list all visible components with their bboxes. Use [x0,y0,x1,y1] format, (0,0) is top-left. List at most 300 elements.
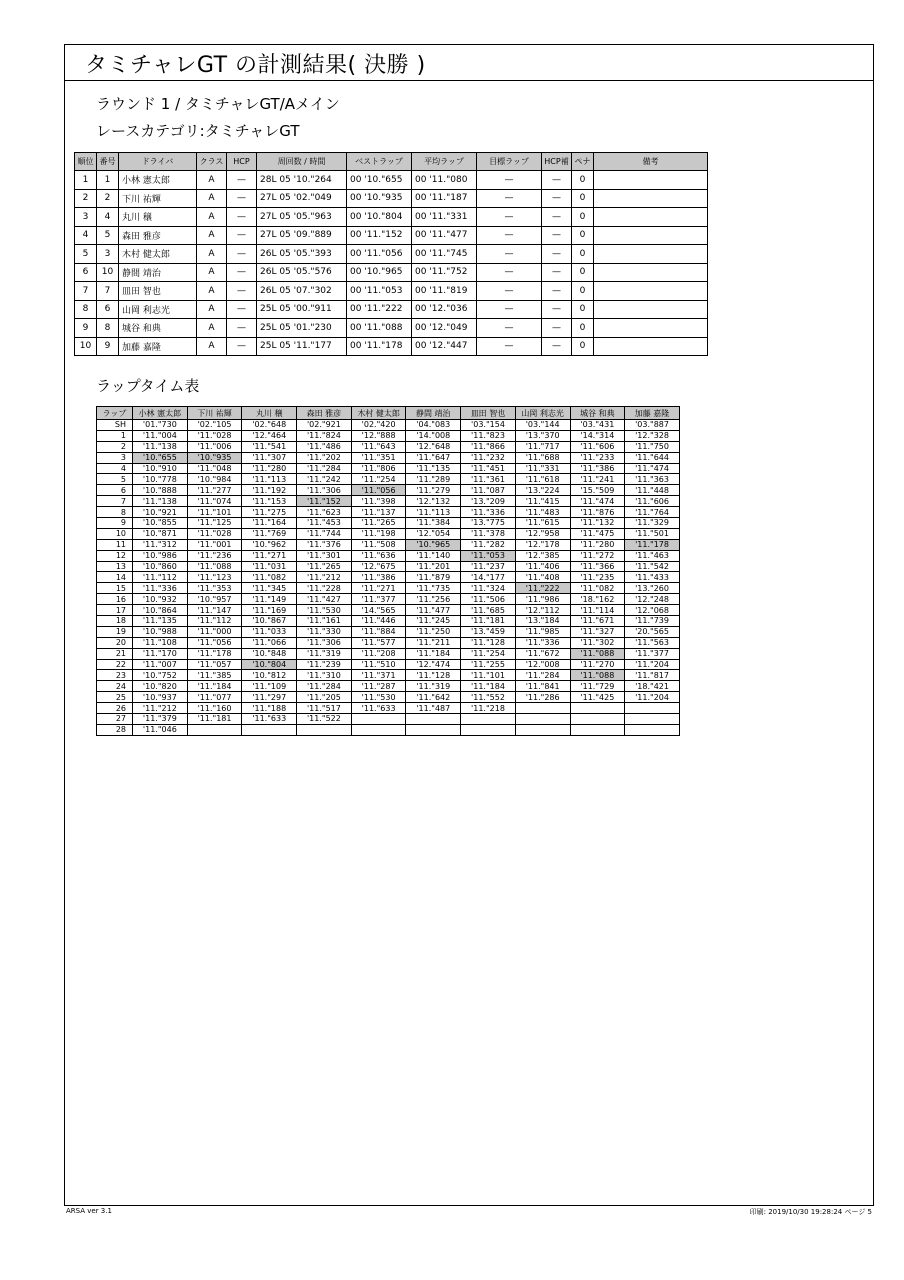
lap-time-cell: '11."345 [242,583,297,594]
lap-time-cell: '10."935 [187,452,242,463]
lap-time-cell: '10."921 [133,507,188,518]
results-cell: 00 '12."447 [412,337,477,356]
lap-time-cell: '11."082 [570,583,625,594]
lap-time-cell: '11."302 [570,637,625,648]
lap-time-cell: '10."957 [187,594,242,605]
lap-time-cell: '14."008 [406,430,461,441]
results-cell: 25L 05 '00."911 [257,300,347,319]
lap-time-cell: '11."235 [570,572,625,583]
lap-number: 20 [97,637,133,648]
results-cell: 00 '11."187 [412,189,477,208]
lap-row [97,616,680,627]
lap-time-cell: '11."271 [242,550,297,561]
results-cell: A [197,300,227,319]
lap-time-cell [242,724,297,735]
lap-time-cell: '11."501 [625,528,680,539]
lap-time-cell: '03."431 [570,420,625,431]
lap-time-cell: '03."154 [461,420,516,431]
results-cell: — [477,226,542,245]
lap-time-cell: '11."272 [570,550,625,561]
results-cell: 7 [75,282,97,301]
lap-number: 7 [97,496,133,507]
results-cell: 00 '10."655 [347,171,412,190]
category-label: レースカテゴリ:タミチャレGT [96,122,300,140]
lap-time-cell: '11."623 [297,507,352,518]
lap-time-cell: '11."633 [351,703,406,714]
lap-time-cell: '12."178 [515,539,570,550]
results-cell: 10 [97,263,119,282]
lap-time-cell: '11."088 [570,670,625,681]
lap-time-cell: '10."965 [406,539,461,550]
lap-time-cell: '11."128 [406,670,461,681]
lap-time-cell: '11."517 [297,703,352,714]
lap-time-cell: '11."137 [351,507,406,518]
driver-col-header: 皿田 智也 [461,407,516,420]
results-row [75,263,708,282]
lap-number: 4 [97,463,133,474]
lap-number: SH [97,420,133,431]
results-cell: — [227,337,257,356]
lap-time-cell: '11."113 [242,474,297,485]
lap-time-cell: '10."820 [133,681,188,692]
results-cell: 0 [572,337,594,356]
lap-time-cell: '12."464 [242,430,297,441]
lap-time-cell: '11."028 [187,528,242,539]
lap-time-cell: '11."764 [625,507,680,518]
results-col-header: HCP [227,153,257,171]
lap-time-cell: '11."108 [133,637,188,648]
lap-time-cell [406,714,461,725]
lap-time-cell: '11."233 [570,452,625,463]
lap-time-cell: '11."271 [351,583,406,594]
lap-time-cell: '11."270 [570,659,625,670]
driver-col-header: 山岡 利志光 [515,407,570,420]
lap-row [97,605,680,616]
results-cell: A [197,226,227,245]
lap-time-cell: '11."265 [297,561,352,572]
lap-time-cell: '11."228 [297,583,352,594]
results-cell: A [197,208,227,227]
lap-number: 21 [97,648,133,659]
results-col-header: 平均ラップ [412,153,477,171]
results-cell: 加藤 嘉隆 [119,337,197,356]
results-cell: 00 '11."752 [412,263,477,282]
results-cell: 26L 05 '05."393 [257,245,347,264]
lap-time-cell: '11."204 [625,692,680,703]
results-cell: 0 [572,208,594,227]
results-cell: 00 '11."331 [412,208,477,227]
results-col-header: 備考 [594,153,708,171]
results-row [75,245,708,264]
lap-time-cell: '11."033 [242,626,297,637]
results-header-row [75,153,708,171]
lap-time-cell: '10."871 [133,528,188,539]
lap-time-cell: '11."866 [461,441,516,452]
results-cell: 00 '11."745 [412,245,477,264]
results-row [75,282,708,301]
lap-time-cell: '11."306 [297,637,352,648]
print-timestamp: 印刷: 2019/10/30 19:28:24 ページ 5 [749,1208,872,1216]
results-cell: 00 '12."049 [412,319,477,338]
lap-time-cell: '11."254 [351,474,406,485]
results-row [75,189,708,208]
lap-time-cell: '11."717 [515,441,570,452]
results-cell: 6 [75,263,97,282]
lap-time-cell: '03."144 [515,420,570,431]
results-cell: — [227,208,257,227]
lap-time-cell: '11."336 [133,583,188,594]
lap-time-cell [625,703,680,714]
lap-time-cell [625,724,680,735]
lap-time-cell: '10."986 [133,550,188,561]
results-cell: 00 '10."935 [347,189,412,208]
lap-row [97,441,680,452]
lap-time-cell: '11."750 [625,441,680,452]
lap-time-cell: '11."312 [133,539,188,550]
lap-number: 13 [97,561,133,572]
lap-time-cell: '13."260 [625,583,680,594]
lap-time-cell: '12."054 [406,528,461,539]
lap-time-cell: '11."057 [187,659,242,670]
lap-row [97,463,680,474]
lap-time-cell: '11."232 [461,452,516,463]
lap-row [97,714,680,725]
lap-time-cell: '11."202 [297,452,352,463]
lap-time-cell: '12."888 [351,430,406,441]
lap-time-cell: '11."643 [351,441,406,452]
lap-time-cell: '11."530 [351,692,406,703]
lap-time-cell: '11."319 [406,681,461,692]
lap-time-cell: '11."181 [187,714,242,725]
results-cell: 25L 05 '11."177 [257,337,347,356]
driver-col-header: 城谷 和典 [570,407,625,420]
lap-time-cell: '11."415 [515,496,570,507]
results-cell: 10 [75,337,97,356]
lap-time-cell: '11."237 [461,561,516,572]
lap-time-cell: '10."888 [133,485,188,496]
results-cell: 0 [572,171,594,190]
lap-time-cell: '02."420 [351,420,406,431]
lap-number: 28 [97,724,133,735]
results-cell: 27L 05 '09."889 [257,226,347,245]
lap-row [97,507,680,518]
lap-time-cell: '11."385 [187,670,242,681]
lap-number: 23 [97,670,133,681]
lap-time-cell: '11."477 [406,605,461,616]
lap-time-cell: '20."565 [625,626,680,637]
lap-time-cell: '11."541 [242,441,297,452]
results-cell: — [542,226,572,245]
lap-time-cell [187,724,242,735]
lap-number: 6 [97,485,133,496]
lap-time-cell: '11."378 [461,528,516,539]
lap-time-cell: '11."642 [406,692,461,703]
lap-time-cell: '13."370 [515,430,570,441]
lap-number: 15 [97,583,133,594]
lap-time-cell: '10."848 [242,648,297,659]
lap-time-cell: '11."806 [351,463,406,474]
lap-time-cell: '11."986 [515,594,570,605]
results-cell: — [227,300,257,319]
lap-time-cell: '11."446 [351,616,406,627]
results-cell: 1 [75,171,97,190]
results-cell: 00 '11."053 [347,282,412,301]
lap-time-cell: '11."178 [625,539,680,550]
lap-time-cell: '11."306 [297,485,352,496]
lap-time-cell: '11."164 [242,518,297,529]
lap-number: 16 [97,594,133,605]
results-cell: A [197,319,227,338]
lap-time-cell: '11."236 [187,550,242,561]
lap-time-cell: '11."208 [351,648,406,659]
lap-time-cell: '11."319 [297,648,352,659]
lap-time-cell: '11."769 [242,528,297,539]
lap-row [97,583,680,594]
lap-time-cell: '14."177 [461,572,516,583]
lap-number: 17 [97,605,133,616]
lap-time-cell [570,714,625,725]
lap-time-cell: '11."353 [187,583,242,594]
lap-time-cell: '14."565 [351,605,406,616]
results-cell: 27L 05 '02."049 [257,189,347,208]
lap-time-cell: '11."985 [515,626,570,637]
lap-time-cell: '11."218 [461,703,516,714]
lap-row [97,496,680,507]
driver-col-header: 森田 雅彦 [297,407,352,420]
results-cell: 26L 05 '07."302 [257,282,347,301]
lap-time-cell: '11."056 [351,485,406,496]
lap-time-table [96,406,680,736]
lap-time-cell: '11."205 [297,692,352,703]
lap-time-cell: '11."282 [461,539,516,550]
lap-time-cell: '11."153 [242,496,297,507]
results-col-header: HCP補 [542,153,572,171]
lap-time-cell: '11."277 [187,485,242,496]
driver-col-header: 下川 祐輝 [187,407,242,420]
lap-row [97,648,680,659]
lap-time-cell [351,724,406,735]
lap-time-cell [406,724,461,735]
results-cell: — [477,337,542,356]
results-cell: 0 [572,319,594,338]
results-cell: 0 [572,300,594,319]
lap-time-cell: '11."377 [625,648,680,659]
lap-number: 12 [97,550,133,561]
results-cell: 8 [75,300,97,319]
lap-time-cell: '10."984 [187,474,242,485]
lap-time-cell: '11."149 [242,594,297,605]
lap-time-cell: '11."386 [570,463,625,474]
lap-time-cell: '11."647 [406,452,461,463]
results-cell: — [477,245,542,264]
lap-time-cell: '18."162 [570,594,625,605]
lap-time-cell: '01."730 [133,420,188,431]
results-cell: 00 '11."222 [347,300,412,319]
lap-time-cell: '11."048 [187,463,242,474]
lap-time-cell: '12."112 [515,605,570,616]
results-cell: — [542,263,572,282]
lap-time-cell: '10."867 [242,616,297,627]
results-cell: 26L 05 '05."576 [257,263,347,282]
results-col-header: 番号 [97,153,119,171]
driver-col-header: 静間 靖治 [406,407,461,420]
lap-time-cell: '13."184 [515,616,570,627]
lap-time-cell: '11."160 [187,703,242,714]
lap-number: 9 [97,518,133,529]
lap-time-cell: '11."363 [625,474,680,485]
results-cell: — [542,319,572,338]
results-cell: 7 [97,282,119,301]
lap-time-cell: '11."336 [461,507,516,518]
lap-time-cell: '11."254 [461,648,516,659]
lap-time-cell: '11."170 [133,648,188,659]
lap-time-cell: '11."330 [297,626,352,637]
lap-number: 18 [97,616,133,627]
lap-time-cell: '11."028 [187,430,242,441]
lap-time-cell: '11."212 [133,703,188,714]
lap-time-cell: '11."109 [242,681,297,692]
results-cell: — [542,189,572,208]
lap-time-cell: '11."486 [297,441,352,452]
lap-row [97,539,680,550]
lap-time-cell: '11."433 [625,572,680,583]
results-cell: — [227,319,257,338]
lap-time-cell: '11."188 [242,703,297,714]
results-cell [594,263,708,282]
lap-time-cell: '11."606 [570,441,625,452]
results-cell: 8 [97,319,119,338]
results-cell: 9 [75,319,97,338]
lap-time-cell: '11."379 [133,714,188,725]
lap-time-cell: '11."181 [461,616,516,627]
results-cell: 9 [97,337,119,356]
lap-time-cell: '11."522 [297,714,352,725]
results-table [74,152,708,356]
lap-row [97,692,680,703]
lap-time-cell: '11."279 [406,485,461,496]
lap-time-cell [570,703,625,714]
results-cell: — [542,245,572,264]
lap-time-cell: '12."648 [406,441,461,452]
lap-row [97,681,680,692]
lap-time-cell: '03."887 [625,420,680,431]
lap-time-cell: '11."324 [461,583,516,594]
lap-time-cell: '11."112 [187,616,242,627]
lap-time-cell: '11."530 [297,605,352,616]
page-title: タミチャレGT の計測結果( 決勝 ) [85,53,426,78]
lap-time-cell: '11."729 [570,681,625,692]
lap-time-cell: '11."201 [406,561,461,572]
lap-number: 14 [97,572,133,583]
results-col-header: 目標ラップ [477,153,542,171]
lap-time-cell: '11."112 [133,572,188,583]
results-cell: 5 [97,226,119,245]
lap-time-cell: '11."255 [461,659,516,670]
results-cell: — [542,300,572,319]
lap-time-cell: '13."775 [461,518,516,529]
lap-time-cell: '11."286 [515,692,570,703]
results-cell: — [477,319,542,338]
results-cell: 木村 健太郎 [119,245,197,264]
lap-time-cell: '11."377 [351,594,406,605]
driver-col-header: 丸川 穣 [242,407,297,420]
lap-time-cell: '11."884 [351,626,406,637]
results-cell: 小林 憲太郎 [119,171,197,190]
lap-time-cell: '11."088 [570,648,625,659]
lap-col-header: ラップ [97,407,133,420]
lap-time-cell: '11."451 [461,463,516,474]
lap-time-cell: '11."074 [187,496,242,507]
lap-time-cell: '11."114 [570,605,625,616]
lap-time-cell: '11."031 [242,561,297,572]
results-cell [594,282,708,301]
lap-time-cell: '11."331 [515,463,570,474]
lap-time-cell [351,714,406,725]
lap-time-cell: '12."958 [515,528,570,539]
lap-time-cell: '11."474 [625,463,680,474]
results-cell: 皿田 智也 [119,282,197,301]
lap-time-cell: '11."178 [187,648,242,659]
results-cell: — [542,171,572,190]
results-col-header: クラス [197,153,227,171]
lap-time-cell: '11."542 [625,561,680,572]
results-cell: — [477,263,542,282]
lap-time-cell: '11."184 [406,648,461,659]
results-cell: 25L 05 '01."230 [257,319,347,338]
lap-time-cell [461,724,516,735]
results-cell: 0 [572,263,594,282]
lap-time-cell: '11."152 [297,496,352,507]
lap-time-cell [515,703,570,714]
results-cell: 下川 祐輝 [119,189,197,208]
lap-time-cell: '11."280 [242,463,297,474]
results-cell: 丸川 穣 [119,208,197,227]
lap-time-cell: '11."327 [570,626,625,637]
results-cell: A [197,189,227,208]
lap-time-cell: '11."739 [625,616,680,627]
results-row [75,300,708,319]
lap-time-cell: '11."406 [515,561,570,572]
lap-time-cell: '11."280 [570,539,625,550]
lap-time-cell: '10."804 [242,659,297,670]
lap-time-cell [625,714,680,725]
lap-time-cell: '04."083 [406,420,461,431]
results-cell: 2 [75,189,97,208]
lap-time-cell: '11."138 [133,441,188,452]
lap-number: 5 [97,474,133,485]
lap-time-cell: '11."563 [625,637,680,648]
lap-time-cell: '11."245 [406,616,461,627]
lap-time-cell: '13."209 [461,496,516,507]
lap-time-cell: '11."077 [187,692,242,703]
lap-time-cell: '10."910 [133,463,188,474]
round-label: ラウンド 1 / タミチャレGT/Aメイン [96,95,340,113]
results-col-header: ペナ [572,153,594,171]
lap-time-cell: '11."427 [297,594,352,605]
results-cell: — [227,245,257,264]
lap-time-cell: '11."487 [406,703,461,714]
lap-number: 8 [97,507,133,518]
lap-time-cell: '11."735 [406,583,461,594]
lap-time-cell: '10."937 [133,692,188,703]
lap-time-cell: '11."310 [297,670,352,681]
results-cell: 3 [97,245,119,264]
results-cell: — [542,337,572,356]
lap-time-cell: '15."509 [570,485,625,496]
lap-time-cell: '14."314 [570,430,625,441]
lap-time-cell: '11."053 [461,550,516,561]
results-cell [594,337,708,356]
